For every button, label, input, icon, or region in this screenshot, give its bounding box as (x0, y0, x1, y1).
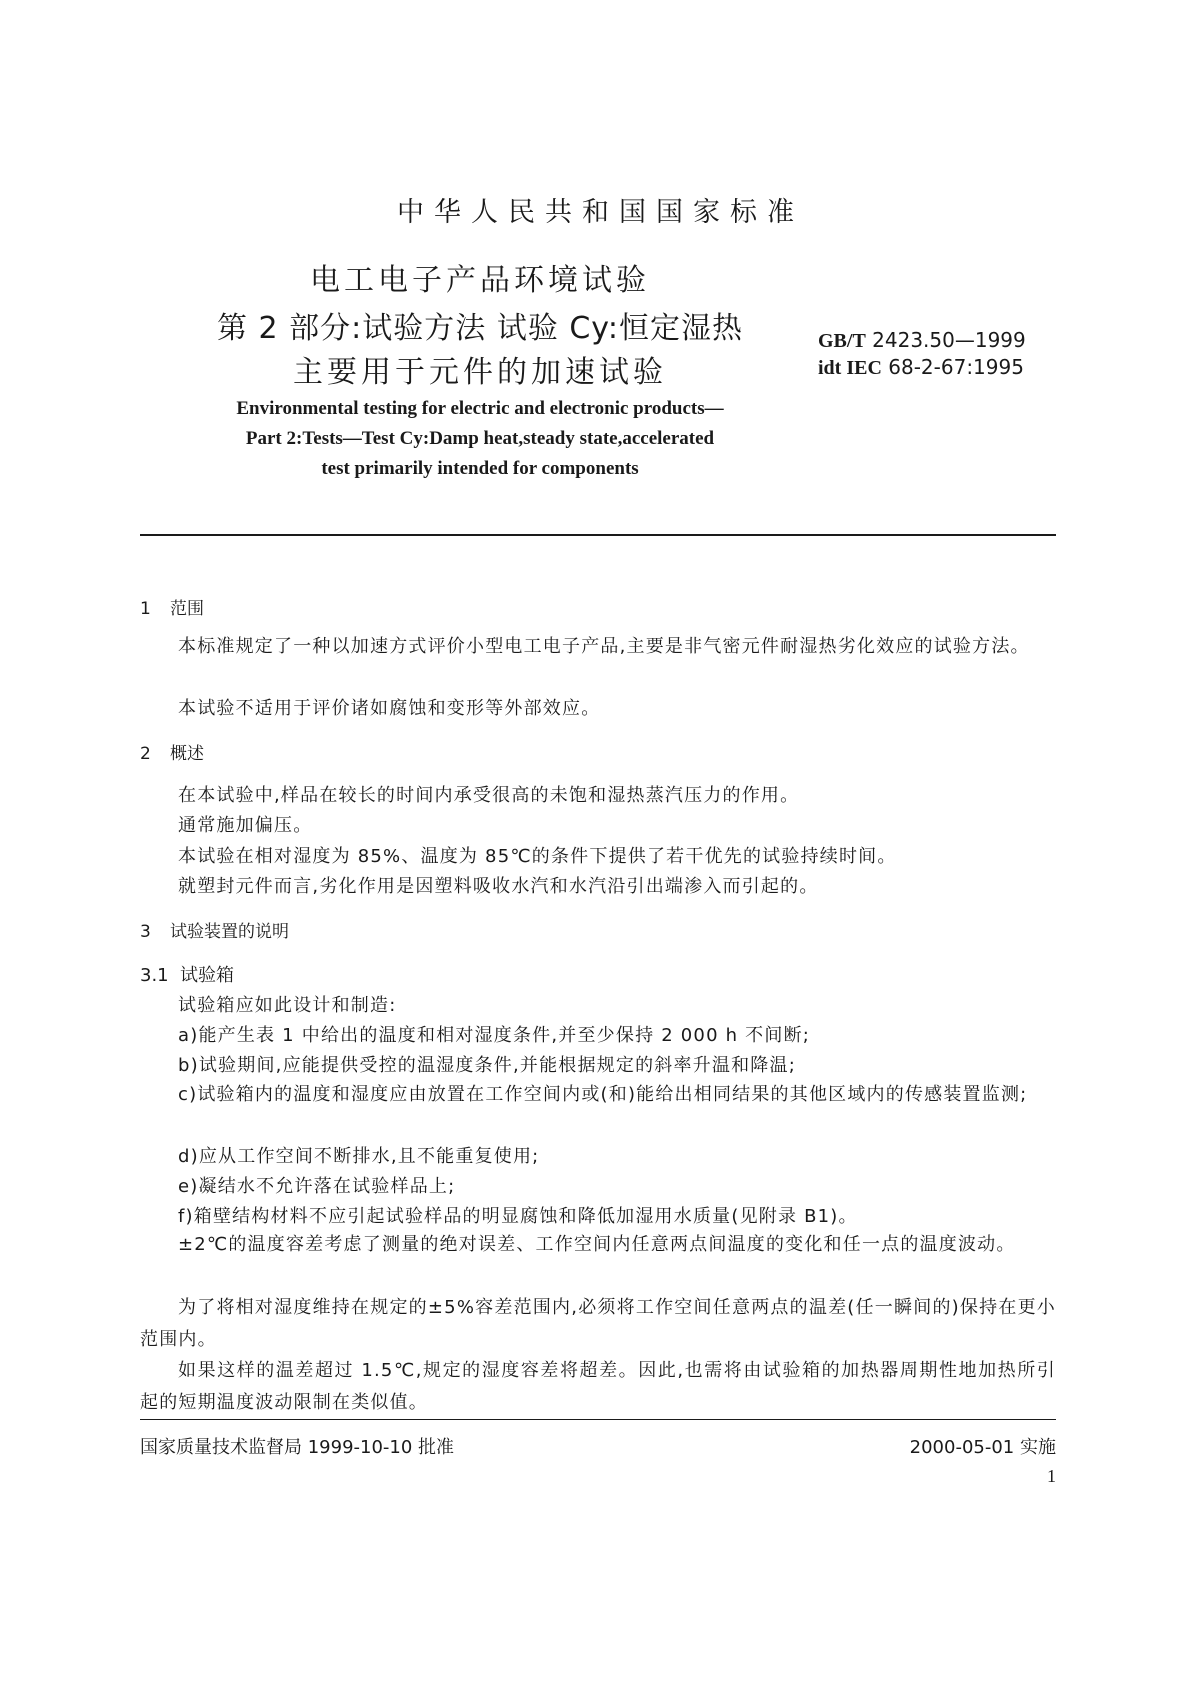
list-item-e: e)凝结水不允许落在试验样品上; (178, 1176, 456, 1197)
idt-number: 68-2-67:1995 (888, 355, 1024, 379)
section-2-number: 2 (140, 744, 151, 764)
title-divider (140, 534, 1056, 536)
section-3-1-title: 试验箱 (180, 965, 234, 986)
section-3-heading (140, 917, 289, 942)
approval-note: 国家质量技术监督局 1999-10-10 批准 (140, 1437, 455, 1458)
footer-divider (140, 1419, 1056, 1420)
title-cn-line2: 第 2 部分:试验方法 试验 Cy:恒定湿热 (217, 311, 743, 346)
list-item-f: f)箱壁结构材料不应引起试验样品的明显腐蚀和降低加湿用水质量(见附录 B1)。 (178, 1206, 858, 1227)
section-2-paragraph-1: 在本试验中,样品在较长的时间内承受很高的未饱和湿热蒸汽压力的作用。 (178, 785, 800, 806)
section-1-number: 1 (140, 599, 151, 619)
tolerance-paragraph: ±2℃的温度容差考虑了测量的绝对误差、工作空间内任意两点间温度的变化和任一点的温度波动。 (178, 1234, 1016, 1255)
temperature-difference-paragraph: 如果这样的温差超过 1.5℃,规定的湿度容差将超差。因此,也需将由试验箱的加热器周期性地加热所引起的短期温度波动限制在类似值。 (140, 1360, 1056, 1413)
section-3-1-heading (140, 961, 234, 987)
section-3-number: 3 (140, 922, 151, 942)
section-1-paragraph-1: 本标准规定了一种以加速方式评价小型电工电子产品,主要是非气密元件耐湿热劣化效应的试验方法。 (178, 636, 1030, 657)
section-3-title: 试验装置的说明 (170, 922, 289, 942)
section-2-paragraph-2: 通常施加偏压。 (178, 815, 313, 836)
section-1-title: 范围 (170, 599, 204, 619)
section-2-heading (140, 739, 204, 764)
english-title (180, 398, 780, 488)
list-item-b: b)试验期间,应能提供受控的温湿度条件,并能根据规定的斜率升温和降温; (178, 1055, 796, 1076)
section-2-paragraph-4: 就塑封元件而言,劣化作用是因塑料吸收水汽和水汽沿引出端渗入而引起的。 (178, 876, 819, 897)
list-item-a: a)能产生表 1 中给出的温度和相对湿度条件,并至少保持 2 000 h 不间断; (178, 1025, 811, 1046)
implementation-date: 2000-05-01 实施 (909, 1437, 1056, 1458)
title-en-line1: Environmental testing for electric and electronic products— (236, 398, 724, 419)
idt-prefix: idt IEC (818, 357, 882, 379)
list-item-d: d)应从工作空间不断排水,且不能重复使用; (178, 1146, 540, 1167)
chinese-title (180, 255, 780, 390)
title-cn-line1: 电工电子产品环境试验 (310, 263, 650, 298)
section-1-paragraph-2: 本试验不适用于评价诸如腐蚀和变形等外部效应。 (178, 698, 601, 719)
title-en-line3: test primarily intended for components (321, 458, 639, 479)
section-3-1-number: 3.1 (140, 965, 169, 986)
section-1-heading (140, 594, 204, 619)
national-standard-heading: 中华人民共和国国家标准 (397, 197, 804, 228)
humidity-paragraph: 为了将相对湿度维持在规定的±5%容差范围内,必须将工作空间任意两点的温差(任一瞬间的)保持在更小范围内。 (140, 1297, 1056, 1350)
standard-code (818, 327, 1026, 381)
section-2-title: 概述 (170, 744, 204, 764)
std-code-prefix: GB/T (818, 330, 866, 352)
title-en-line2: Part 2:Tests—Test Cy:Damp heat,steady state,accelerated (245, 428, 715, 449)
chamber-intro: 试验箱应如此设计和制造: (178, 995, 397, 1016)
list-item-c: c)试验箱内的温度和湿度应由放置在工作空间内或(和)能给出相同结果的其他区域内的传感装置监测; (178, 1084, 1028, 1105)
page-number: 1 (1047, 1466, 1056, 1486)
section-2-paragraph-3: 本试验在相对湿度为 85%、温度为 85℃的条件下提供了若干优先的试验持续时间。 (178, 846, 897, 867)
std-code-number: 2423.50—1999 (872, 328, 1026, 352)
title-cn-line3: 主要用于元件的加速试验 (293, 355, 667, 390)
